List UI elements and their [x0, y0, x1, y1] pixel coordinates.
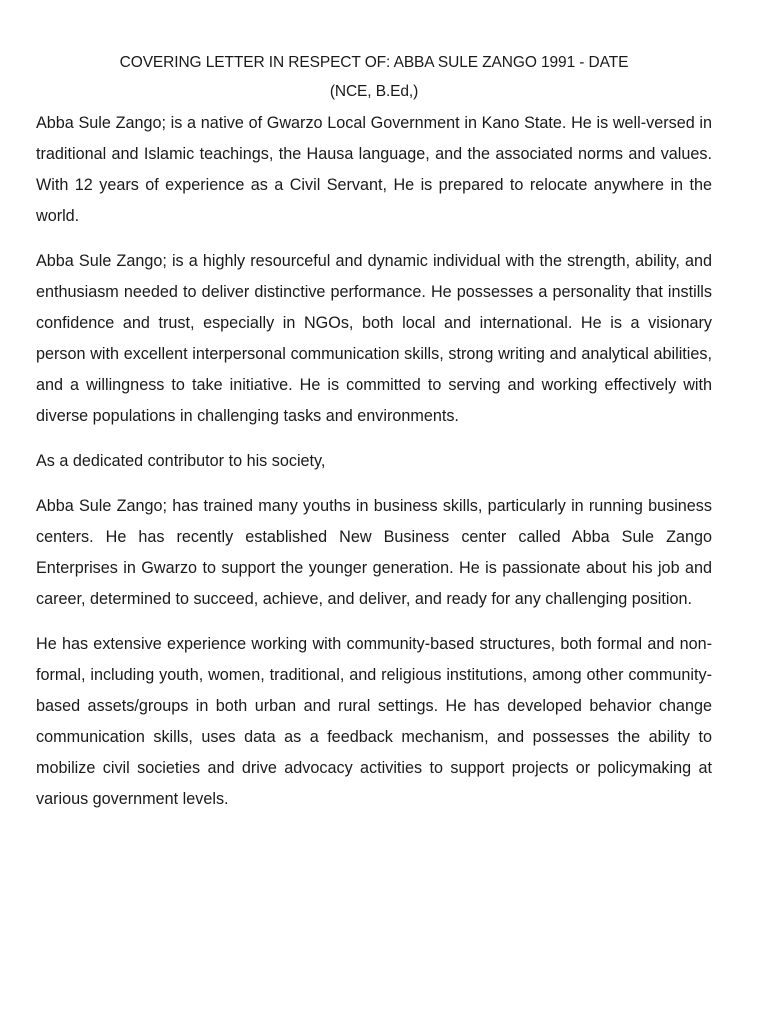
paragraph-4 [36, 491, 712, 615]
paragraph-5 [36, 629, 712, 815]
paragraph-3 [36, 446, 712, 477]
paragraph-2 [36, 246, 712, 432]
paragraph-5-text: He has extensive experience working with community-based structures, both formal and non-formal, including youth, women, traditional, and religious institutions, among other community-based assets/groups in both urban and rural settings. He has developed behavior change communication skills, uses data as a feedback mechanism, and possesses the ability to mobilize civil societies and drive advocacy activities to support projects or policymaking at various government levels. [36, 635, 712, 808]
paragraph-4-name: Abba Sule Zango; [36, 497, 168, 515]
document-title-line-1: COVERING LETTER IN RESPECT OF: ABBA SULE ZANGO 1991 - DATE [119, 54, 629, 71]
document-page [36, 48, 712, 829]
document-title-line-2: (NCE, B.Ed,) [329, 83, 419, 100]
paragraph-1-name: Abba Sule Zango; [36, 114, 166, 132]
paragraph-2-text: is a highly resourceful and dynamic individual with the strength, ability, and enthusiasm needed to deliver distinctive performance. He possesses a personality that instills confidence and trust, especially in NGOs, both local and international. He is a visionary person with excellent interpersonal communication skills, strong writing and analytical abilities, and a willingness to take initiative. He is committed to serving and working effectively with diverse populations in challenging tasks and environments. [36, 252, 712, 425]
paragraph-4-text: has trained many youths in business skills, particularly in running business centers. He has recently established New Business center called Abba Sule Zango Enterprises in Gwarzo to support the younger generation. He is passionate about his job and career, determined to succeed, achieve, and deliver, and ready for any challenging position. [36, 497, 712, 608]
paragraph-1 [36, 108, 712, 232]
paragraph-2-name: Abba Sule Zango; [36, 252, 167, 270]
paragraph-1-text: is a native of Gwarzo Local Government in Kano State. He is well-versed in traditional and Islamic teachings, the Hausa language, and the associated norms and values. With 12 years of experience as a Civil Servant, He is prepared to relocate anywhere in the world. [36, 114, 712, 225]
paragraph-3-text: As a dedicated contributor to his society, [36, 452, 326, 470]
